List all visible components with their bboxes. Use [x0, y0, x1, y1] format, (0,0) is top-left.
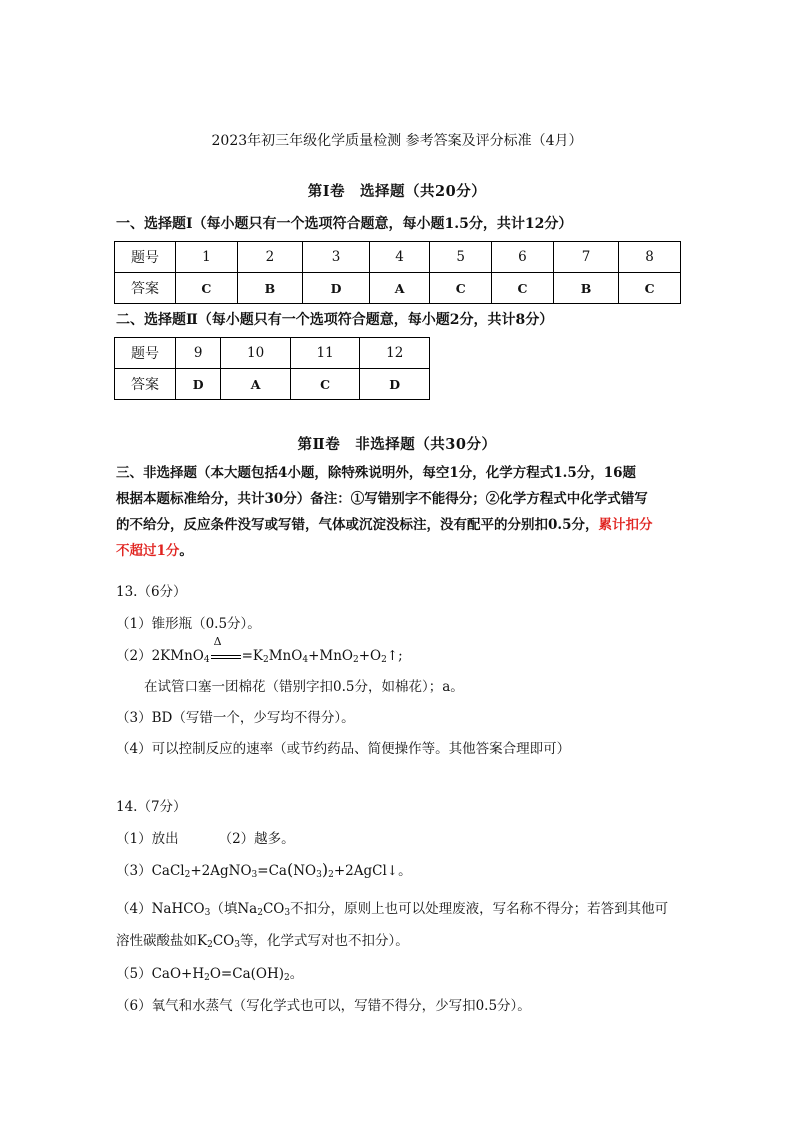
q14-answer-3: $(3)CaCl_2+2AgNO_3=Ca(NO_3)_2+2AgCl↓$。	[116, 860, 412, 880]
answer-table-1	[114, 241, 681, 304]
instructions-line: 不超过1分。	[116, 543, 193, 559]
section1-heading: 一、选择题Ⅰ（每小题只有一个选项符合题意，每小题1.5分，共计12分）	[116, 216, 573, 232]
q14-answer-4-line2: 溶性碳酸盐如$K_2CO_3$等，化学式写对也不扣分）。	[116, 933, 409, 950]
answer-cell: D	[176, 369, 221, 400]
question-number: 12	[360, 338, 430, 369]
question-number: 3	[303, 242, 370, 273]
q13-answer-3: （3）BD（写错一个，少写均不得分）。	[116, 710, 355, 726]
q14-answer-6: （6）氧气和水蒸气（写化学式也可以，写错不得分，少写扣0.5分）。	[116, 998, 531, 1014]
q14-answer-2: （2）越多。	[218, 831, 295, 847]
answer-cell: D	[303, 273, 370, 304]
q13-answer-2: （2）2KMnO$_4$ Δ $=K_2MnO_4+MnO_2+O_2↑$;	[116, 635, 403, 665]
reaction-condition: Δ	[210, 648, 242, 664]
answer-cell: C	[619, 273, 681, 304]
answer-cell: A	[369, 273, 429, 304]
q14-answer-4-line1: （4）NaHCO$_3$（填$Na_2CO_3$不扣分，原则上也可以处理废液，写名称不得分；若答到其他可	[116, 901, 669, 918]
q14-answer-5: $(5)CaO+H_2O=Ca(OH)_2$。	[116, 966, 304, 983]
answer-cell: C	[290, 369, 360, 400]
answer-cell: C	[176, 273, 238, 304]
instructions-text: 的不给分，反应条件没写或写错，气体或沉淀没标注，没有配平的分别扣0.5分，	[116, 517, 599, 533]
section2-heading: 二、选择题Ⅱ（每小题只有一个选项符合题意，每小题2分，共计8分）	[116, 312, 554, 328]
red-emphasis: 累计扣分	[598, 517, 653, 533]
red-emphasis: 不超过1分	[116, 543, 180, 559]
question-number: 10	[221, 338, 291, 369]
instructions-line	[116, 512, 678, 538]
answer-cell: B	[553, 273, 618, 304]
answer-table-2	[114, 337, 430, 400]
part2-instructions	[116, 460, 678, 564]
question-number: 5	[430, 242, 492, 273]
question-number: 9	[176, 338, 221, 369]
answer-cell: B	[237, 273, 302, 304]
answer-cell: D	[360, 369, 430, 400]
instructions-line: 三、非选择题（本大题包括4小题，除特殊说明外，每空1分，化学方程式1.5分，16题	[116, 465, 637, 481]
answer-cell: C	[430, 273, 492, 304]
question-number: 6	[492, 242, 554, 273]
question-number: 11	[290, 338, 360, 369]
q14-answer-1: （1）放出	[116, 831, 179, 847]
q13-answer-1: （1）锥形瓶（0.5分）。	[116, 616, 261, 632]
q13-answer-2-note: 在试管口塞一团棉花（错别字扣0.5分，如棉花）；a。	[144, 679, 464, 695]
question-number: 1	[176, 242, 238, 273]
q13-answer-4: （4）可以控制反应的速率（或节约药品、简便操作等。其他答案合理即可）	[116, 741, 571, 757]
question-number: 4	[369, 242, 429, 273]
question-number: 7	[553, 242, 618, 273]
instructions-line: 根据本题标准给分，共计30分）备注：①写错别字不能得分；②化学方程式中化学式错写	[116, 491, 648, 507]
q14-header: 14.（7分）	[116, 799, 187, 815]
row-label-answer: 答案	[115, 369, 176, 400]
answer-cell: A	[221, 369, 291, 400]
part1-title: 第Ⅰ卷 选择题（共20分）	[307, 183, 487, 200]
row-label-question: 题号	[115, 338, 176, 369]
question-number: 8	[619, 242, 681, 273]
question-number: 2	[237, 242, 302, 273]
answer-cell: C	[492, 273, 554, 304]
q13-header: 13.（6分）	[116, 584, 187, 600]
document-title: 2023年初三年级化学质量检测 参考答案及评分标准（4月）	[211, 133, 583, 149]
row-label-question: 题号	[115, 242, 176, 273]
row-label-answer: 答案	[115, 273, 176, 304]
q14-answer-1-2	[116, 827, 295, 847]
part2-title: 第Ⅱ卷 非选择题（共30分）	[297, 436, 497, 453]
